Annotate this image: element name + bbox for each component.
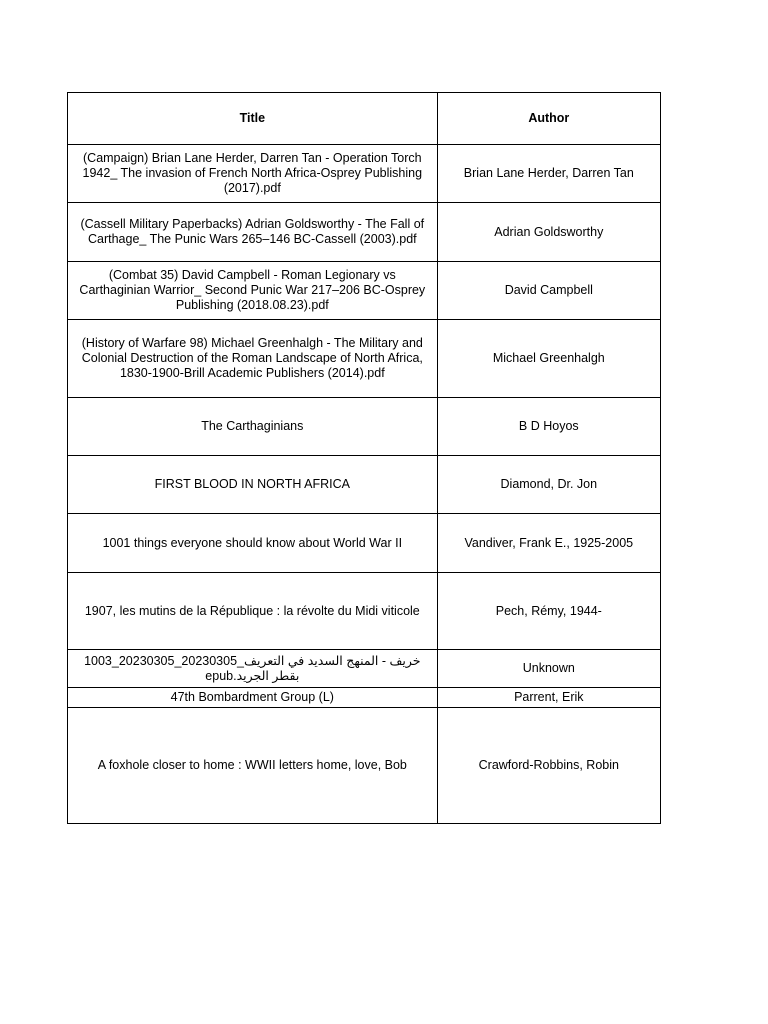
author-cell: Unknown xyxy=(437,650,660,688)
author-cell: Crawford-Robbins, Robin xyxy=(437,708,660,824)
title-cell: 1907, les mutins de la République : la révolte du Midi viticole xyxy=(68,573,438,650)
books-table xyxy=(67,92,661,824)
title-cell: 1001 things everyone should know about World War II xyxy=(68,514,438,573)
table-row xyxy=(68,398,661,456)
title-cell: FIRST BLOOD IN NORTH AFRICA xyxy=(68,456,438,514)
table-row xyxy=(68,708,661,824)
table-row xyxy=(68,145,661,203)
author-cell: Diamond, Dr. Jon xyxy=(437,456,660,514)
author-cell: Brian Lane Herder, Darren Tan xyxy=(437,145,660,203)
table-row xyxy=(68,573,661,650)
title-column-header: Title xyxy=(68,93,438,145)
header-row xyxy=(68,93,661,145)
author-cell: Parrent, Erik xyxy=(437,688,660,708)
table-row xyxy=(68,320,661,398)
title-cell: (Combat 35) David Campbell - Roman Legionary vs Carthaginian Warrior_ Second Punic War 217–206 BC-Osprey Publishing (2018.08.23).pdf xyxy=(68,262,438,320)
table-row xyxy=(68,203,661,262)
table-row xyxy=(68,456,661,514)
author-cell: B D Hoyos xyxy=(437,398,660,456)
author-cell: Vandiver, Frank E., 1925-2005 xyxy=(437,514,660,573)
title-cell: 47th Bombardment Group (L) xyxy=(68,688,438,708)
author-cell: David Campbell xyxy=(437,262,660,320)
title-cell: (Cassell Military Paperbacks) Adrian Goldsworthy - The Fall of Carthage_ The Punic Wars 265–146 BC-Cassell (2003).pdf xyxy=(68,203,438,262)
author-cell: Adrian Goldsworthy xyxy=(437,203,660,262)
title-cell: (Campaign) Brian Lane Herder, Darren Tan - Operation Torch 1942_ The invasion of French North Africa-Osprey Publishing (2017).pdf xyxy=(68,145,438,203)
table-row xyxy=(68,650,661,688)
author-column-header: Author xyxy=(437,93,660,145)
table-row xyxy=(68,262,661,320)
author-cell: Michael Greenhalgh xyxy=(437,320,660,398)
title-cell: (History of Warfare 98) Michael Greenhalgh - The Military and Colonial Destruction of the Roman Landscape of North Africa, 1830-1900-Brill Academic Publishers (2014).pdf xyxy=(68,320,438,398)
table-row xyxy=(68,514,661,573)
table-row xyxy=(68,688,661,708)
author-cell: Pech, Rémy, 1944- xyxy=(437,573,660,650)
title-cell: خريف - المنهج السديد في التعريف_20230305_20230305_1003 بقطر الجريد.epub xyxy=(68,650,438,688)
title-cell: A foxhole closer to home : WWII letters home, love, Bob xyxy=(68,708,438,824)
title-cell: The Carthaginians xyxy=(68,398,438,456)
